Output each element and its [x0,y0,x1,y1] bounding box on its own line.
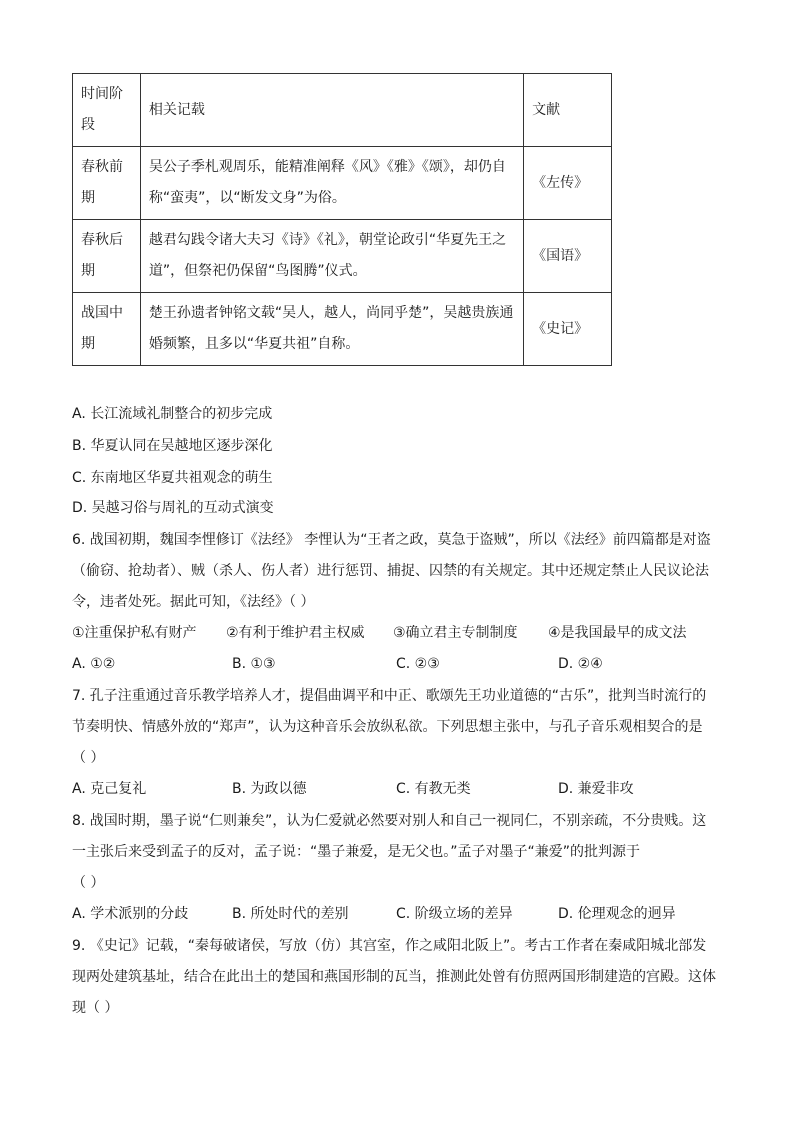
q6-stem-line: 6. 战国初期，魏国李悝修订《法经》 李悝认为“王者之政，莫急于盗贼”，所以《法经》前四篇都是对盗 [72,532,711,548]
q6-option-c: C. ②③ [396,656,440,672]
q6-option-b: B. ①③ [232,656,276,672]
q8-option-c: C. 阶级立场的差异 [396,906,513,922]
q6-option-a: A. ①② [72,656,116,672]
q6-statement-2: ②有利于维护君主权威 [226,625,365,641]
cell-period: 战国中期 [73,293,141,366]
q6-stem-line: 令，违者处死。据此可知，《法经》（ ） [72,594,315,610]
q6-statement-4: ④是我国最早的成文法 [548,625,687,641]
q8-stem-line: （ ） [72,875,105,891]
q6-statement-1: ①注重保护私有财产 [72,625,197,641]
q9-stem-line: 9. 《史记》记载，“秦每破诸侯，写放（仿）其宫室，作之咸阳北阪上”。考古工作者在秦咸阳城北部发 [72,938,707,954]
table-row [73,220,612,293]
q5-option-d: D. 吴越习俗与周礼的互动式演变 [72,500,274,516]
cell-record: 楚王孙遗者钟铭文载“吴人，越人，尚同乎楚”，吴越贵族通婚频繁，且多以“华夏共祖”自称。 [140,293,523,366]
table-header-row [73,74,612,147]
cell-source: 《左传》 [524,147,612,220]
q5-option-a: A. 长江流域礼制整合的初步完成 [72,406,273,422]
q7-option-a: A. 克己复礼 [72,781,147,797]
q9-stem-line: 现（ ） [72,1000,119,1016]
header-period: 时间阶段 [73,74,141,147]
q6-statement-3: ③确立君主专制制度 [393,625,518,641]
q7-stem-line: 节奏明快、情感外放的“郑声”，认为这种音乐会放纵私欲。下列思想主张中，与孔子音乐观相契合的是 [72,719,703,735]
q6-option-d: D. ②④ [558,656,603,672]
q8-stem-line: 一主张后来受到孟子的反对，孟子说：“墨子兼爱，是无父也。”孟子对墨子“兼爱”的批判源于 [72,844,641,860]
q8-option-a: A. 学术派别的分歧 [72,906,189,922]
q5-option-b: B. 华夏认同在吴越地区逐步深化 [72,438,273,454]
q7-stem-line: 7. 孔子注重通过音乐教学培养人才，提倡曲调平和中正、歌颂先王功业道德的“古乐”，批判当时流行的 [72,688,707,704]
q7-stem-line: （ ） [72,750,105,766]
q7-option-c: C. 有教无类 [396,781,471,797]
q7-option-b: B. 为政以德 [232,781,307,797]
cell-source: 《国语》 [524,220,612,293]
q6-stem-line: （偷窃、抢劫者）、贼（杀人、伤人者）进行惩罚、捕捉、囚禁的有关规定。其中还规定禁止人民议论法 [72,563,709,579]
q7-option-d: D. 兼爱非攻 [558,781,634,797]
cell-period: 春秋前期 [73,147,141,220]
cell-source: 《史记》 [524,293,612,366]
records-table [72,73,612,366]
q8-stem-line: 8. 战国时期，墨子说“仁则兼矣”，认为仁爱就必然要对别人和自己一视同仁，不别亲疏，不分贵贱。这 [72,813,707,829]
header-source: 文献 [524,74,612,147]
cell-record: 吴公子季札观周乐，能精准阐释《风》《雅》《颂》，却仍自称“蛮夷”，以“断发文身”为俗。 [140,147,523,220]
q5-option-c: C. 东南地区华夏共祖观念的萌生 [72,470,273,486]
cell-period: 春秋后期 [73,220,141,293]
header-record: 相关记载 [140,74,523,147]
q8-option-b: B. 所处时代的差别 [232,906,349,922]
q9-stem-line: 现两处建筑基址，结合在此出土的楚国和燕国形制的瓦当，推测此处曾有仿照两国形制建造的宫殿。这体 [72,969,716,985]
table-row [73,147,612,220]
cell-record: 越君勾践令诸大夫习《诗》《礼》，朝堂论政引“华夏先王之道”，但祭祀仍保留“鸟图腾”仪式。 [140,220,523,293]
table-row [73,293,612,366]
q8-option-d: D. 伦理观念的迥异 [558,906,676,922]
